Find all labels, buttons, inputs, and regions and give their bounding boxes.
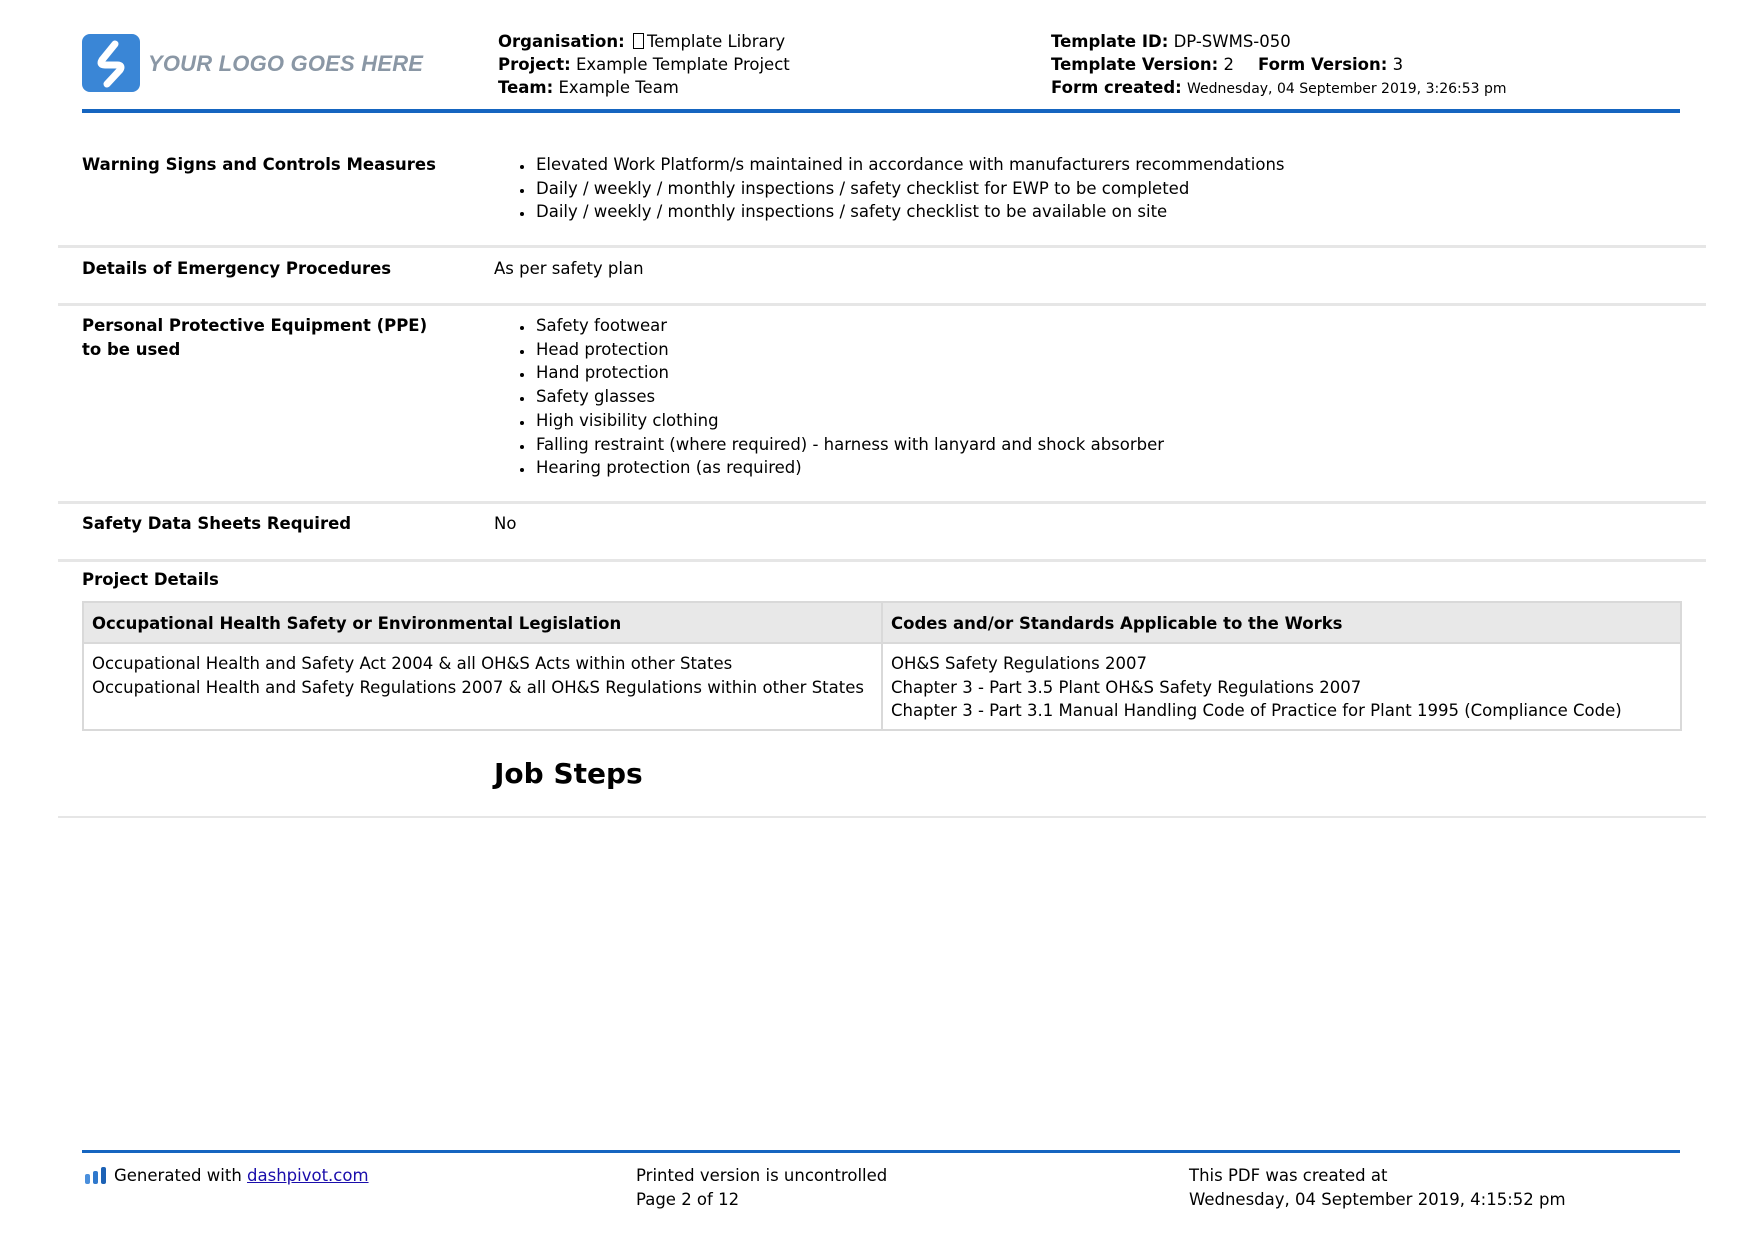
warning-signs-list	[494, 153, 1285, 224]
template-id-value: DP-SWMS-050	[1173, 32, 1291, 51]
table-row	[83, 643, 1681, 730]
team-label: Team:	[498, 78, 554, 97]
safety-data-sheets-value: No	[494, 514, 517, 533]
print-notice	[636, 1164, 887, 1212]
codes-line: Chapter 3 - Part 3.1 Manual Handling Code of Practice for Plant 1995 (Compliance Code)	[891, 701, 1622, 721]
project-details-title: Project Details	[82, 570, 219, 589]
organisation-label: Organisation:	[498, 32, 625, 51]
safety-data-sheets-row	[58, 512, 1706, 562]
list-item: • Safety footwear	[534, 314, 1164, 338]
pdf-created-label: This PDF was created at	[1189, 1166, 1388, 1185]
codes-column-header: Codes and/or Standards Applicable to the Works	[882, 602, 1681, 643]
safety-data-sheets-label: Safety Data Sheets Required	[82, 514, 352, 533]
project-details-table	[82, 601, 1682, 731]
codes-line: OH&S Safety Regulations 2007	[891, 654, 1147, 673]
project-line	[498, 53, 790, 76]
emergency-procedures-row	[58, 257, 1706, 306]
project-label: Project:	[498, 55, 571, 74]
template-id-label: Template ID:	[1051, 32, 1169, 51]
dashpivot-link[interactable]: dashpivot.com	[247, 1166, 369, 1185]
list-item: • High visibility clothing	[534, 409, 1164, 433]
list-item: • Elevated Work Platform/s maintained in accordance with manufacturers recommendations	[534, 153, 1285, 177]
form-version-label: Form Version:	[1257, 55, 1388, 74]
codes-cell	[882, 643, 1681, 730]
page-info: Page 2 of 12	[636, 1190, 740, 1209]
warning-signs-label: Warning Signs and Controls Measures	[82, 155, 436, 174]
pdf-created-value: Wednesday, 04 September 2019, 4:15:52 pm	[1189, 1190, 1566, 1209]
warning-signs-row	[58, 153, 1706, 248]
template-id-line	[1051, 30, 1507, 53]
organisation-line	[498, 30, 790, 53]
ppe-list	[494, 314, 1164, 480]
list-item: • Hand protection	[534, 361, 1164, 385]
list-item: • Hearing protection (as required)	[534, 456, 1164, 480]
table-header-row	[83, 602, 1681, 643]
logo-text: YOUR LOGO GOES HERE	[148, 51, 424, 76]
emergency-procedures-label: Details of Emergency Procedures	[82, 259, 392, 278]
list-item: • Daily / weekly / monthly inspections / safety checklist to be available on site	[534, 200, 1285, 224]
job-steps-divider	[58, 816, 1706, 818]
generated-with	[84, 1164, 369, 1188]
form-version-value: 3	[1392, 55, 1404, 74]
project-value: Example Template Project	[575, 55, 790, 74]
legislation-cell	[83, 643, 882, 730]
list-item: • Falling restraint (where required) - harness with lanyard and shock absorber	[534, 433, 1164, 457]
pdf-created-info	[1189, 1164, 1566, 1212]
form-created-value: Wednesday, 04 September 2019, 3:26:53 pm	[1187, 81, 1507, 97]
header-divider	[82, 109, 1680, 113]
header-template-info	[1051, 30, 1507, 101]
team-line	[498, 76, 790, 99]
organisation-box-icon	[633, 33, 644, 49]
document-header	[82, 30, 1680, 110]
header-project-info	[498, 30, 790, 99]
list-item: • Head protection	[534, 338, 1164, 362]
list-item: • Safety glasses	[534, 385, 1164, 409]
dashpivot-bars-icon	[84, 1167, 108, 1185]
organisation-value: Template Library	[646, 32, 786, 51]
legislation-line: Occupational Health and Safety Regulations 2007 & all OH&S Regulations within other States	[92, 677, 864, 697]
footer-divider	[82, 1150, 1680, 1153]
codes-line: Chapter 3 - Part 3.5 Plant OH&S Safety Regulations 2007	[891, 677, 1362, 697]
version-line	[1051, 53, 1507, 76]
ppe-label-line2: to be used	[82, 340, 181, 359]
job-steps-heading: Job Steps	[494, 757, 643, 790]
ppe-label	[82, 314, 442, 362]
logo-s-shape-icon	[82, 34, 140, 92]
emergency-procedures-value: As per safety plan	[494, 259, 644, 278]
team-value: Example Team	[558, 78, 679, 97]
form-created-label: Form created:	[1051, 78, 1182, 97]
form-created-line	[1051, 76, 1507, 101]
generated-with-text: Generated with	[114, 1166, 248, 1185]
ppe-row	[58, 314, 1706, 504]
printed-notice-text: Printed version is uncontrolled	[636, 1166, 888, 1185]
logo-icon	[82, 34, 140, 92]
legislation-line: Occupational Health and Safety Act 2004 & all OH&S Acts within other States	[92, 654, 733, 673]
legislation-column-header: Occupational Health Safety or Environmental Legislation	[83, 602, 882, 643]
template-version-label: Template Version:	[1051, 55, 1219, 74]
ppe-label-line1: Personal Protective Equipment (PPE)	[82, 316, 428, 335]
list-item: • Daily / weekly / monthly inspections / safety checklist for EWP to be completed	[534, 177, 1285, 201]
template-version-value: 2	[1223, 55, 1234, 74]
